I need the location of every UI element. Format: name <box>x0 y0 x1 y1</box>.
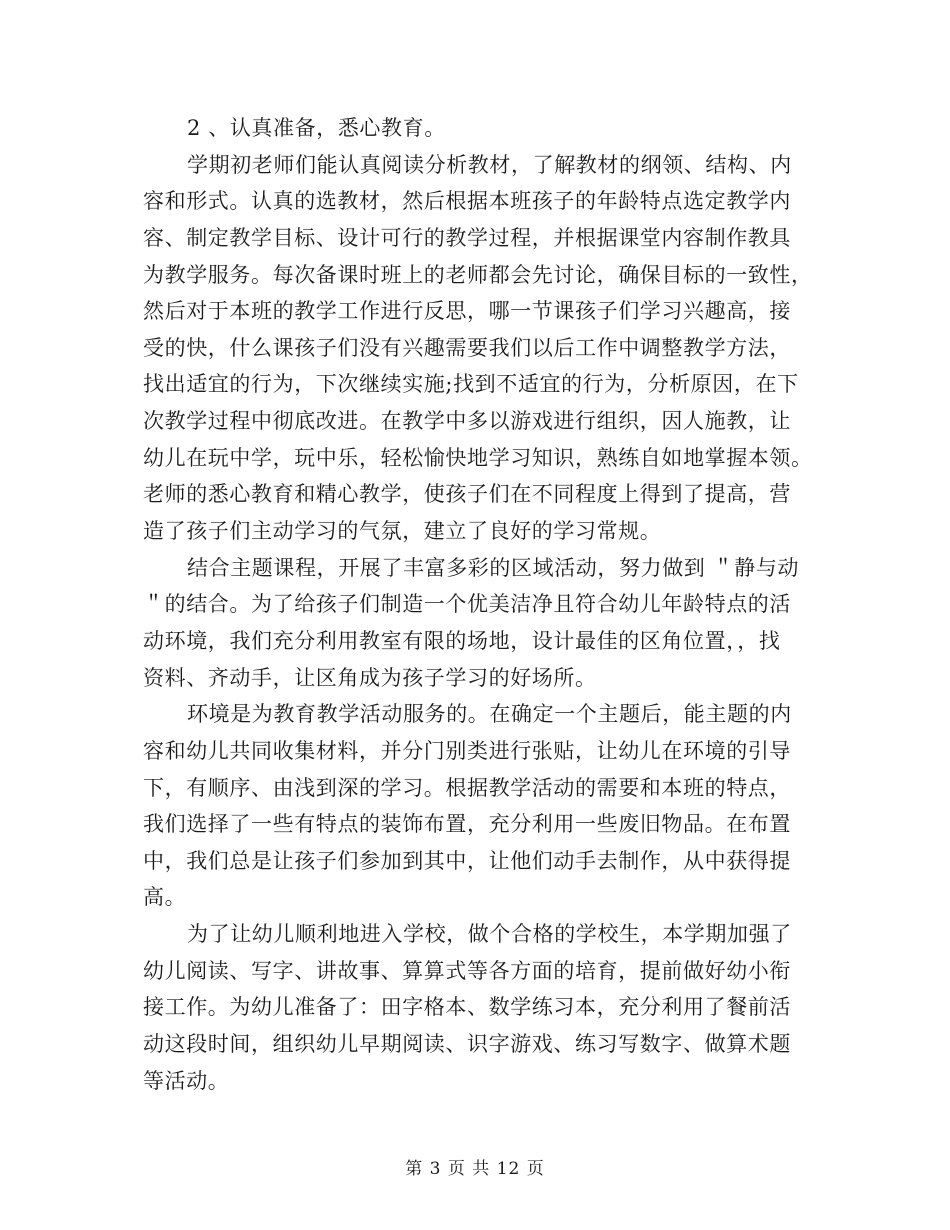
text-line: 资料、齐动手，让区角成为孩子学习的好场所。 <box>143 666 597 690</box>
text-line: 动环境，我们充分利用教室有限的场地，设计最佳的区角位置，，找 <box>143 629 781 653</box>
text-line: 容和幼儿共同收集材料，并分门别类进行张贴，让幼儿在环境的引导 <box>143 739 791 763</box>
text-line: 造了孩子们主动学习的气氛，建立了良好的学习常规。 <box>143 519 662 543</box>
text-line: 容和形式。认真的选教材，然后根据本班孩子的年龄特点选定教学内 <box>143 189 791 213</box>
text-line: 我们选择了一些有特点的装饰布置，充分利用一些废旧物品。在布置 <box>143 812 791 836</box>
text-line: 高。 <box>143 885 187 909</box>
text-line: 学期初老师们能认真阅读分析教材，了解教材的纲领、结构、内 <box>187 153 792 177</box>
text-line: 为教学服务。每次备课时班上的老师都会先讨论，确保目标的一致性， <box>143 263 813 287</box>
page-number: 第 3 页 共 12 页 <box>405 1159 545 1179</box>
text-line: 次教学过程中彻底改进。在教学中多以游戏进行组织，因人施教，让 <box>143 409 791 433</box>
text-line: 幼儿在玩中学，玩中乐，轻松愉快地学习知识，熟练自如地掌握本领。 <box>143 446 813 470</box>
text-line: 接工作。为幼儿准备了：田字格本、数学练习本，充分利用了餐前活 <box>143 995 791 1019</box>
text-line: 然后对于本班的教学工作进行反思，哪一节课孩子们学习兴趣高，接 <box>143 299 791 323</box>
text-line: 受的快，什么课孩子们没有兴趣需要我们以后工作中调整教学方法， <box>143 336 791 360</box>
text-line: 中，我们总是让孩子们参加到其中，让他们动手去制作，从中获得提 <box>143 849 791 873</box>
text-line: 老师的悉心教育和精心教学，使孩子们在不同程度上得到了提高，营 <box>143 482 791 506</box>
text-line: 结合主题课程，开展了丰富多彩的区域活动，努力做到 ＂静与动 <box>187 556 800 580</box>
text-line: 幼儿阅读、写字、讲故事、算算式等各方面的培育，提前做好幼小衔 <box>143 959 791 983</box>
text-line: 找出适宜的行为，下次继续实施;找到不适宜的行为，分析原因，在下 <box>143 372 799 396</box>
text-line: ＂的结合。为了给孩子们制造一个优美洁净且符合幼儿年龄特点的活 <box>143 592 791 616</box>
text-line: 2 、认真准备，悉心教育。 <box>187 116 446 140</box>
text-line: 为了让幼儿顺利地进入学校，做个合格的学校生，本学期加强了 <box>187 922 792 946</box>
text-line: 环境是为教育教学活动服务的。在确定一个主题后，能主题的内 <box>187 702 792 726</box>
text-line: 等活动。 <box>143 1069 230 1093</box>
text-line: 动这段时间，组织幼儿早期阅读、识字游戏、练习写数字、做算术题 <box>143 1032 791 1056</box>
text-line: 容、制定教学目标、设计可行的教学过程，并根据课堂内容制作教具 <box>143 226 791 250</box>
text-line: 下，有顺序、由浅到深的学习。根据教学活动的需要和本班的特点， <box>143 776 791 800</box>
